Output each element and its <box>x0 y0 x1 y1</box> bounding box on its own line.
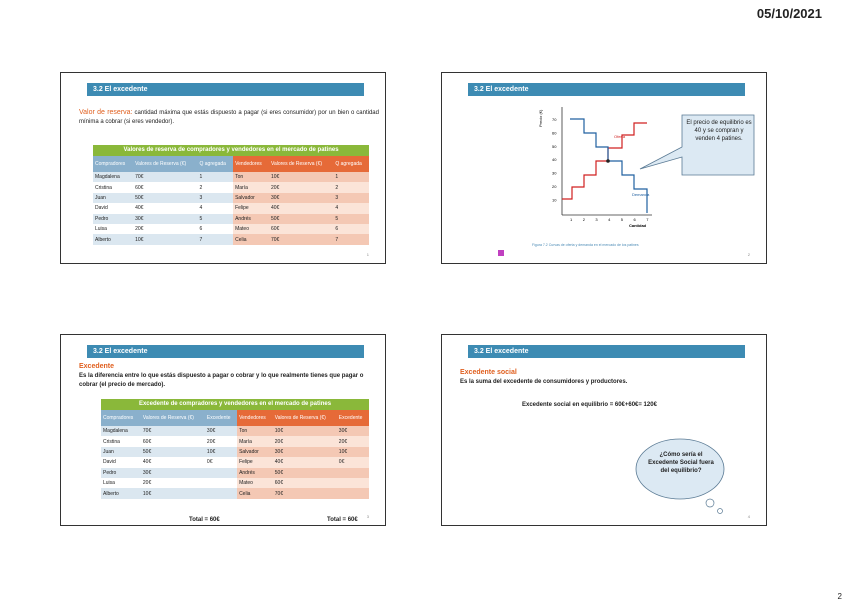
table-cell: 60€ <box>133 182 197 192</box>
table-cell: Magdalena <box>101 426 141 436</box>
column-header: Valores de Reserva (€) <box>269 156 333 172</box>
table-cell <box>337 468 369 478</box>
column-header: Valores de Reserva (€) <box>133 156 197 172</box>
table-cell: Felipe <box>237 457 273 467</box>
table-row <box>93 182 369 192</box>
table-cell: 7 <box>198 234 234 244</box>
table-cell: Luisa <box>101 478 141 488</box>
table-cell: Ton <box>237 426 273 436</box>
x-tick-label: 1 <box>570 217 573 222</box>
table-cell: 5 <box>333 214 369 224</box>
total-buyers: Total = 60€ <box>189 517 220 523</box>
supply-label: Oferta <box>614 134 626 139</box>
column-header: Excedente <box>337 410 369 426</box>
table-cell: Juan <box>101 447 141 457</box>
x-tick-label: 4 <box>608 217 611 222</box>
table-cell: 40€ <box>273 457 337 467</box>
table-cell: 6 <box>333 224 369 234</box>
table-row <box>101 426 369 436</box>
table-cell: Mateo <box>237 478 273 488</box>
table-cell: Celia <box>233 234 269 244</box>
slide-note-marker <box>498 250 504 256</box>
table-cell: 70€ <box>269 234 333 244</box>
table-cell: 1 <box>198 172 234 182</box>
y-axis-label: Precio (€) <box>538 109 543 127</box>
table-cell: 20€ <box>273 436 337 446</box>
slide-thumbnail-1[interactable] <box>60 72 386 264</box>
column-header: Q agregada <box>198 156 234 172</box>
excedente-definition: Es la diferencia entre lo que estás dispuesto a pagar o cobrar y lo que realmente tienes que pagar o cobrar (el precio de mercado). <box>79 373 364 388</box>
table-row <box>101 457 369 467</box>
table-cell: 20€ <box>205 436 237 446</box>
table-cell: 30€ <box>205 426 237 436</box>
table-row <box>93 193 369 203</box>
excedente-term: Excedente <box>79 363 115 370</box>
y-tick-label: 30 <box>552 170 557 176</box>
column-header: Vendedores <box>233 156 269 172</box>
table-cell: 70€ <box>133 172 197 182</box>
table-cell: 5 <box>198 214 234 224</box>
x-axis-label: Cantidad <box>629 223 647 228</box>
table-cell: 3 <box>198 193 234 203</box>
document-date: 05/10/2021 <box>756 6 822 21</box>
table-cell: 10€ <box>269 172 333 182</box>
table-cell: 50€ <box>273 468 337 478</box>
table-cell: 4 <box>333 203 369 213</box>
table-row <box>101 488 369 498</box>
y-tick-label: 10 <box>552 197 557 203</box>
table-cell: Luisa <box>93 224 133 234</box>
table-cell: 30€ <box>141 468 205 478</box>
table-cell: 20€ <box>141 478 205 488</box>
y-tick-label: 40 <box>552 157 557 163</box>
table-cell: 10€ <box>205 447 237 457</box>
slide-thumbnail-2[interactable] <box>441 72 767 264</box>
demand-label: Demanda <box>632 192 650 197</box>
table-cell: 20€ <box>133 224 197 234</box>
column-header: Valores de Reserva (€) <box>273 410 337 426</box>
table-cell: 40€ <box>269 203 333 213</box>
valor-reserva-definition: Valor de reserva: cantidad máxima que estás dispuesto a pagar (si eres consumidor) por un bien o cantidad mínima a cobrar (si eres vendedor). <box>79 109 379 125</box>
y-tick-label: 50 <box>552 143 557 149</box>
table-cell <box>205 468 237 478</box>
reserve-values-table <box>93 156 369 245</box>
table-cell: Pedro <box>101 468 141 478</box>
table-cell: Celia <box>237 488 273 498</box>
thought-bubble-question: ¿Cómo sería el Excedente Social fuera del equilibrio? <box>648 452 714 474</box>
table-cell: 4 <box>198 203 234 213</box>
column-header: Compradores <box>93 156 133 172</box>
table-cell: 0€ <box>205 457 237 467</box>
table-row <box>101 436 369 446</box>
table-cell: Andrés <box>237 468 273 478</box>
table-cell: 60€ <box>273 478 337 488</box>
table-cell: Magdalena <box>93 172 133 182</box>
column-header: Valores de Reserva (€) <box>141 410 205 426</box>
table-row <box>93 214 369 224</box>
thought-bubble <box>628 437 738 519</box>
table-cell: 50€ <box>133 193 197 203</box>
table-cell: 10€ <box>141 488 205 498</box>
table-cell: 30€ <box>269 193 333 203</box>
table-cell: 50€ <box>141 447 205 457</box>
x-tick-label: 3 <box>595 217 598 222</box>
column-header: Excedente <box>205 410 237 426</box>
table-cell: 2 <box>198 182 234 192</box>
table-cell: David <box>101 457 141 467</box>
table-cell: 30€ <box>273 447 337 457</box>
table-cell: Ton <box>233 172 269 182</box>
slide-title-bar: 3.2 El excedente <box>468 345 745 358</box>
reserve-values-table-title: Valores de reserva de compradores y vendedores en el mercado de patines <box>93 145 369 156</box>
slide-number: 1 <box>366 252 369 257</box>
table-cell: David <box>93 203 133 213</box>
table-header-row <box>101 410 369 426</box>
table-cell <box>337 488 369 498</box>
table-cell: 30€ <box>133 214 197 224</box>
table-cell: 0€ <box>337 457 369 467</box>
table-cell: María <box>237 436 273 446</box>
table-cell: 20€ <box>337 436 369 446</box>
excedente-social-definition: Es la suma del excedente de consumidores y productores. <box>460 379 628 385</box>
table-row <box>93 224 369 234</box>
slide-thumbnail-4[interactable] <box>441 334 767 526</box>
y-tick-label: 60 <box>552 130 557 136</box>
table-cell <box>337 478 369 488</box>
table-cell: 1 <box>333 172 369 182</box>
table-cell: Juan <box>93 193 133 203</box>
slide-title-bar: 3.2 El excedente <box>468 83 745 96</box>
table-cell: María <box>233 182 269 192</box>
surplus-table <box>101 410 369 499</box>
slide-title-bar: 3.2 El excedente <box>87 83 364 96</box>
table-cell <box>205 478 237 488</box>
table-row <box>93 172 369 182</box>
column-header: Q agregada <box>333 156 369 172</box>
table-cell: Cristina <box>101 436 141 446</box>
table-cell: 2 <box>333 182 369 192</box>
table-cell: Salvador <box>237 447 273 457</box>
table-row <box>93 234 369 244</box>
table-row <box>101 478 369 488</box>
slide-number: 3 <box>366 514 369 519</box>
slide-number: 4 <box>747 514 750 519</box>
table-cell: 30€ <box>337 426 369 436</box>
table-row <box>93 203 369 213</box>
x-tick-label: 7 <box>646 217 649 222</box>
excedente-social-term: Excedente social <box>460 369 517 376</box>
table-cell: 70€ <box>273 488 337 498</box>
table-cell: Alberto <box>93 234 133 244</box>
table-cell: 50€ <box>269 214 333 224</box>
table-header-row <box>93 156 369 172</box>
table-cell: 10€ <box>273 426 337 436</box>
y-tick-label: 20 <box>552 184 557 189</box>
surplus-table-title: Excedente de compradores y vendedores en el mercado de patines <box>101 399 369 410</box>
x-tick-label: 6 <box>633 217 636 222</box>
table-cell: 7 <box>333 234 369 244</box>
table-row <box>101 468 369 478</box>
table-cell: Andrés <box>233 214 269 224</box>
table-cell <box>205 488 237 498</box>
column-header: Vendedores <box>237 410 273 426</box>
total-sellers: Total = 60€ <box>327 517 358 523</box>
table-cell: 6 <box>198 224 234 234</box>
slide-title-bar: 3.2 El excedente <box>87 345 364 358</box>
page-number: 2 <box>837 592 842 601</box>
slide-number: 2 <box>747 252 750 257</box>
table-cell: Cristina <box>93 182 133 192</box>
x-tick-label: 5 <box>620 217 624 222</box>
table-cell: 3 <box>333 193 369 203</box>
table-cell: 10€ <box>337 447 369 457</box>
table-cell: 60€ <box>141 436 205 446</box>
table-cell: Pedro <box>93 214 133 224</box>
table-cell: 40€ <box>133 203 197 213</box>
table-cell: 40€ <box>141 457 205 467</box>
table-cell: Felipe <box>233 203 269 213</box>
social-surplus-formula: Excedente social en equilibrio = 60€+60€= 120€ <box>522 402 657 408</box>
table-row <box>101 447 369 457</box>
table-cell: 10€ <box>133 234 197 244</box>
callout-text: El precio de equilibrio es 40 y se compran y venden 4 patines. <box>686 120 752 142</box>
table-cell: Salvador <box>233 193 269 203</box>
table-cell: Mateo <box>233 224 269 234</box>
y-tick-label: 70 <box>552 117 557 122</box>
equilibrium-point <box>606 159 610 163</box>
x-tick-label: 2 <box>582 217 585 222</box>
table-cell: 70€ <box>141 426 205 436</box>
table-cell: Alberto <box>101 488 141 498</box>
table-cell: 60€ <box>269 224 333 234</box>
slide-thumbnail-3[interactable] <box>60 334 386 526</box>
table-cell: 20€ <box>269 182 333 192</box>
column-header: Compradores <box>101 410 141 426</box>
figure-caption: Figura 7.2 Curvas de oferta y demanda en el mercado de los patines <box>532 243 639 247</box>
